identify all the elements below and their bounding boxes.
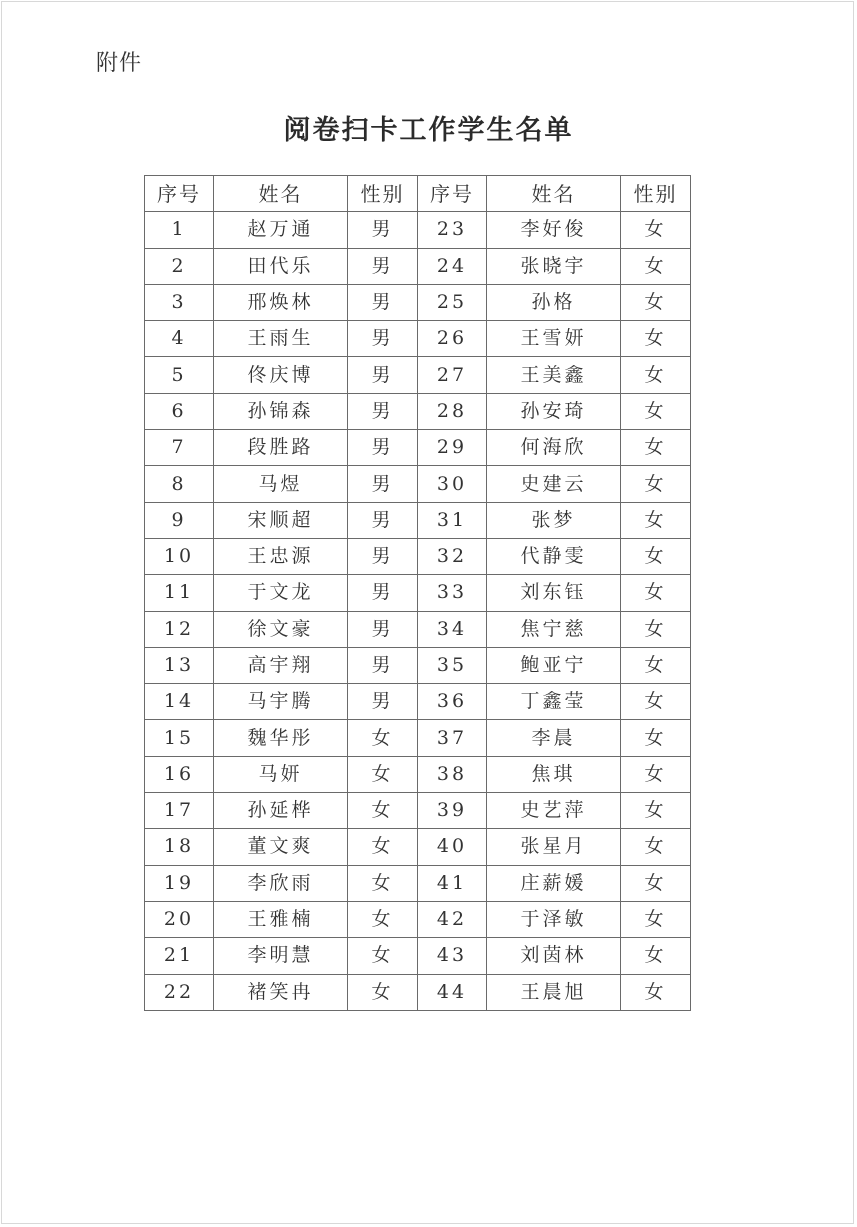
- cell-name-left: 王忠源: [214, 538, 348, 574]
- table-header-row: [145, 176, 691, 212]
- cell-name-left: 赵万通: [214, 212, 348, 248]
- cell-name-left: 马妍: [214, 756, 348, 792]
- cell-gender-left: 男: [348, 611, 418, 647]
- cell-name-right: 代静雯: [487, 538, 621, 574]
- header-name-left: 姓名: [214, 176, 348, 212]
- cell-seq-right: 27: [418, 357, 487, 393]
- cell-gender-left: 男: [348, 393, 418, 429]
- cell-gender-right: 女: [621, 212, 691, 248]
- cell-seq-left: 8: [145, 466, 214, 502]
- cell-name-left: 褚笑冉: [214, 974, 348, 1010]
- cell-name-left: 李明慧: [214, 938, 348, 974]
- cell-seq-right: 40: [418, 829, 487, 865]
- cell-name-right: 孙安琦: [487, 393, 621, 429]
- cell-seq-right: 37: [418, 720, 487, 756]
- cell-gender-left: 男: [348, 212, 418, 248]
- cell-gender-right: 女: [621, 575, 691, 611]
- cell-gender-left: 男: [348, 321, 418, 357]
- table-row: [145, 575, 691, 611]
- cell-seq-left: 9: [145, 502, 214, 538]
- cell-seq-left: 11: [145, 575, 214, 611]
- cell-name-right: 焦宁慈: [487, 611, 621, 647]
- cell-name-left: 佟庆博: [214, 357, 348, 393]
- cell-seq-right: 23: [418, 212, 487, 248]
- cell-name-right: 王美鑫: [487, 357, 621, 393]
- cell-name-right: 于泽敏: [487, 901, 621, 937]
- cell-gender-right: 女: [621, 647, 691, 683]
- header-seq-left: 序号: [145, 176, 214, 212]
- cell-name-right: 王雪妍: [487, 321, 621, 357]
- cell-seq-left: 10: [145, 538, 214, 574]
- cell-gender-right: 女: [621, 829, 691, 865]
- cell-gender-right: 女: [621, 865, 691, 901]
- table-row: [145, 756, 691, 792]
- cell-seq-left: 20: [145, 901, 214, 937]
- cell-seq-left: 17: [145, 793, 214, 829]
- cell-seq-left: 7: [145, 430, 214, 466]
- cell-name-left: 邢焕林: [214, 284, 348, 320]
- cell-gender-right: 女: [621, 357, 691, 393]
- cell-gender-left: 女: [348, 756, 418, 792]
- cell-gender-right: 女: [621, 684, 691, 720]
- cell-seq-right: 41: [418, 865, 487, 901]
- cell-gender-left: 男: [348, 466, 418, 502]
- header-gender-right: 性别: [621, 176, 691, 212]
- cell-seq-left: 12: [145, 611, 214, 647]
- header-name-right: 姓名: [487, 176, 621, 212]
- cell-seq-right: 42: [418, 901, 487, 937]
- cell-name-left: 李欣雨: [214, 865, 348, 901]
- cell-seq-right: 25: [418, 284, 487, 320]
- cell-seq-left: 18: [145, 829, 214, 865]
- cell-name-right: 史建云: [487, 466, 621, 502]
- cell-gender-left: 男: [348, 575, 418, 611]
- cell-name-left: 魏华彤: [214, 720, 348, 756]
- cell-gender-right: 女: [621, 466, 691, 502]
- table-row: [145, 865, 691, 901]
- cell-gender-right: 女: [621, 756, 691, 792]
- cell-name-right: 史艺萍: [487, 793, 621, 829]
- cell-name-left: 于文龙: [214, 575, 348, 611]
- cell-gender-right: 女: [621, 393, 691, 429]
- cell-name-left: 王雨生: [214, 321, 348, 357]
- cell-name-right: 张晓宇: [487, 248, 621, 284]
- table-row: [145, 393, 691, 429]
- cell-seq-right: 26: [418, 321, 487, 357]
- cell-seq-left: 1: [145, 212, 214, 248]
- cell-gender-left: 男: [348, 502, 418, 538]
- cell-gender-left: 女: [348, 938, 418, 974]
- table-body: [145, 212, 691, 1011]
- cell-gender-left: 男: [348, 684, 418, 720]
- header-gender-left: 性别: [348, 176, 418, 212]
- cell-seq-left: 16: [145, 756, 214, 792]
- cell-name-right: 李晨: [487, 720, 621, 756]
- cell-name-right: 李好俊: [487, 212, 621, 248]
- cell-name-right: 丁鑫莹: [487, 684, 621, 720]
- table-row: [145, 938, 691, 974]
- table-row: [145, 538, 691, 574]
- cell-name-left: 王雅楠: [214, 901, 348, 937]
- cell-name-right: 何海欣: [487, 430, 621, 466]
- cell-gender-right: 女: [621, 938, 691, 974]
- cell-seq-left: 19: [145, 865, 214, 901]
- table-row: [145, 611, 691, 647]
- cell-name-right: 刘东钰: [487, 575, 621, 611]
- cell-seq-right: 29: [418, 430, 487, 466]
- cell-gender-left: 男: [348, 357, 418, 393]
- cell-gender-right: 女: [621, 793, 691, 829]
- table-row: [145, 720, 691, 756]
- table-row: [145, 430, 691, 466]
- cell-gender-right: 女: [621, 248, 691, 284]
- cell-seq-left: 3: [145, 284, 214, 320]
- cell-seq-right: 39: [418, 793, 487, 829]
- table-row: [145, 248, 691, 284]
- cell-gender-right: 女: [621, 538, 691, 574]
- cell-gender-left: 男: [348, 538, 418, 574]
- cell-gender-left: 男: [348, 284, 418, 320]
- cell-seq-left: 2: [145, 248, 214, 284]
- table-row: [145, 684, 691, 720]
- cell-seq-right: 44: [418, 974, 487, 1010]
- cell-seq-left: 14: [145, 684, 214, 720]
- cell-gender-right: 女: [621, 611, 691, 647]
- cell-seq-right: 30: [418, 466, 487, 502]
- cell-name-right: 孙格: [487, 284, 621, 320]
- table-row: [145, 357, 691, 393]
- cell-gender-left: 男: [348, 430, 418, 466]
- cell-seq-right: 43: [418, 938, 487, 974]
- table-row: [145, 901, 691, 937]
- table-row: [145, 829, 691, 865]
- cell-gender-right: 女: [621, 901, 691, 937]
- cell-name-left: 宋顺超: [214, 502, 348, 538]
- cell-seq-left: 6: [145, 393, 214, 429]
- document-title: 阅卷扫卡工作学生名单: [283, 115, 574, 146]
- cell-gender-left: 女: [348, 793, 418, 829]
- cell-seq-right: 38: [418, 756, 487, 792]
- cell-seq-right: 34: [418, 611, 487, 647]
- cell-name-right: 鲍亚宁: [487, 647, 621, 683]
- cell-gender-right: 女: [621, 720, 691, 756]
- cell-name-right: 庄薪媛: [487, 865, 621, 901]
- table-row: [145, 502, 691, 538]
- cell-gender-left: 女: [348, 901, 418, 937]
- cell-gender-left: 男: [348, 248, 418, 284]
- student-roster-table: [144, 175, 691, 1011]
- cell-name-left: 段胜路: [214, 430, 348, 466]
- table-row: [145, 466, 691, 502]
- table-row: [145, 212, 691, 248]
- attachment-label: 附件: [96, 51, 143, 76]
- cell-seq-right: 31: [418, 502, 487, 538]
- cell-gender-right: 女: [621, 284, 691, 320]
- cell-name-left: 董文爽: [214, 829, 348, 865]
- cell-name-left: 孙延桦: [214, 793, 348, 829]
- cell-name-left: 孙锦森: [214, 393, 348, 429]
- cell-name-left: 徐文豪: [214, 611, 348, 647]
- header-seq-right: 序号: [418, 176, 487, 212]
- cell-seq-right: 33: [418, 575, 487, 611]
- cell-gender-left: 男: [348, 647, 418, 683]
- cell-gender-left: 女: [348, 829, 418, 865]
- cell-gender-left: 女: [348, 865, 418, 901]
- cell-name-right: 焦琪: [487, 756, 621, 792]
- cell-seq-right: 32: [418, 538, 487, 574]
- cell-gender-right: 女: [621, 974, 691, 1010]
- table-row: [145, 793, 691, 829]
- cell-gender-right: 女: [621, 502, 691, 538]
- cell-gender-right: 女: [621, 430, 691, 466]
- cell-seq-left: 4: [145, 321, 214, 357]
- cell-name-left: 马宇腾: [214, 684, 348, 720]
- table-row: [145, 974, 691, 1010]
- cell-seq-right: 35: [418, 647, 487, 683]
- table-row: [145, 647, 691, 683]
- cell-gender-right: 女: [621, 321, 691, 357]
- cell-name-left: 马煜: [214, 466, 348, 502]
- cell-name-left: 高宇翔: [214, 647, 348, 683]
- cell-seq-left: 5: [145, 357, 214, 393]
- cell-name-right: 张星月: [487, 829, 621, 865]
- cell-gender-left: 女: [348, 974, 418, 1010]
- cell-seq-right: 36: [418, 684, 487, 720]
- cell-seq-right: 28: [418, 393, 487, 429]
- table-row: [145, 284, 691, 320]
- cell-seq-left: 13: [145, 647, 214, 683]
- cell-gender-left: 女: [348, 720, 418, 756]
- cell-seq-left: 21: [145, 938, 214, 974]
- cell-name-right: 王晨旭: [487, 974, 621, 1010]
- cell-seq-left: 15: [145, 720, 214, 756]
- cell-name-left: 田代乐: [214, 248, 348, 284]
- table-row: [145, 321, 691, 357]
- cell-name-right: 张梦: [487, 502, 621, 538]
- cell-seq-right: 24: [418, 248, 487, 284]
- cell-seq-left: 22: [145, 974, 214, 1010]
- cell-name-right: 刘茵林: [487, 938, 621, 974]
